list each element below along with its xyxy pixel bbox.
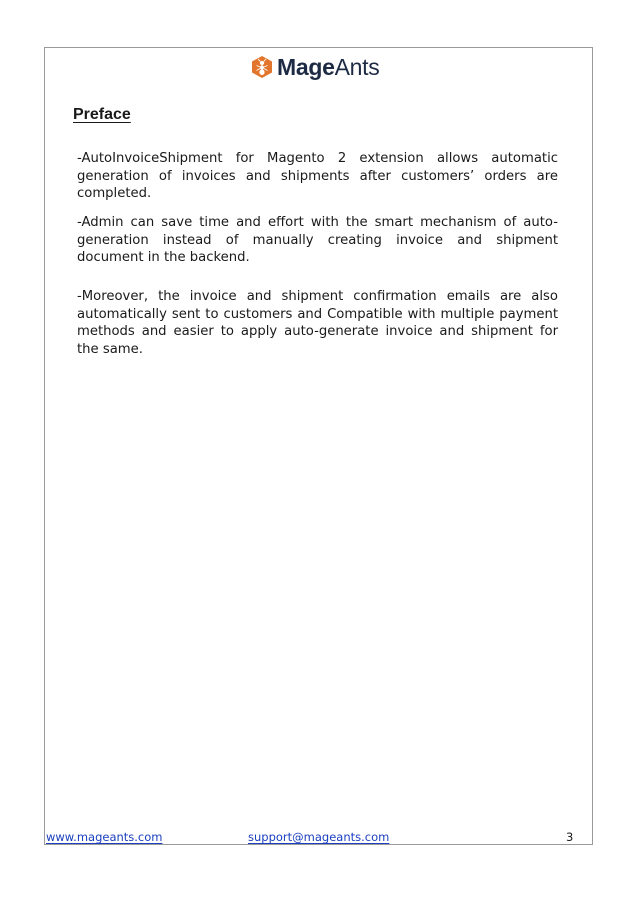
page-number: 3 [566, 830, 574, 844]
preface-paragraph-3: -Moreover, the invoice and shipment confirmation emails are also automatically sent to customers and Compatible with multiple payment methods and easier to apply auto-generate invoice and shipment for the same. [77, 289, 558, 357]
brand-name-bold: Mage [277, 53, 335, 80]
support-email-link[interactable]: support@mageants.com [248, 830, 390, 844]
preface-paragraph-2: -Admin can save time and effort with the smart mechanism of auto-generation instead of manually creating invoice and shipment document in the backend. [77, 215, 558, 265]
preface-paragraph-1: -AutoInvoiceShipment for Magento 2 extension allows automatic generation of invoices and shipments after customers’ orders are completed. [77, 151, 558, 201]
section-heading: Preface [73, 106, 131, 123]
ant-hexagon-icon [251, 55, 273, 79]
brand-name-light: Ants [334, 53, 380, 80]
brand-name [277, 53, 380, 80]
website-link[interactable]: www.mageants.com [46, 830, 163, 844]
brand-logo [251, 52, 379, 82]
